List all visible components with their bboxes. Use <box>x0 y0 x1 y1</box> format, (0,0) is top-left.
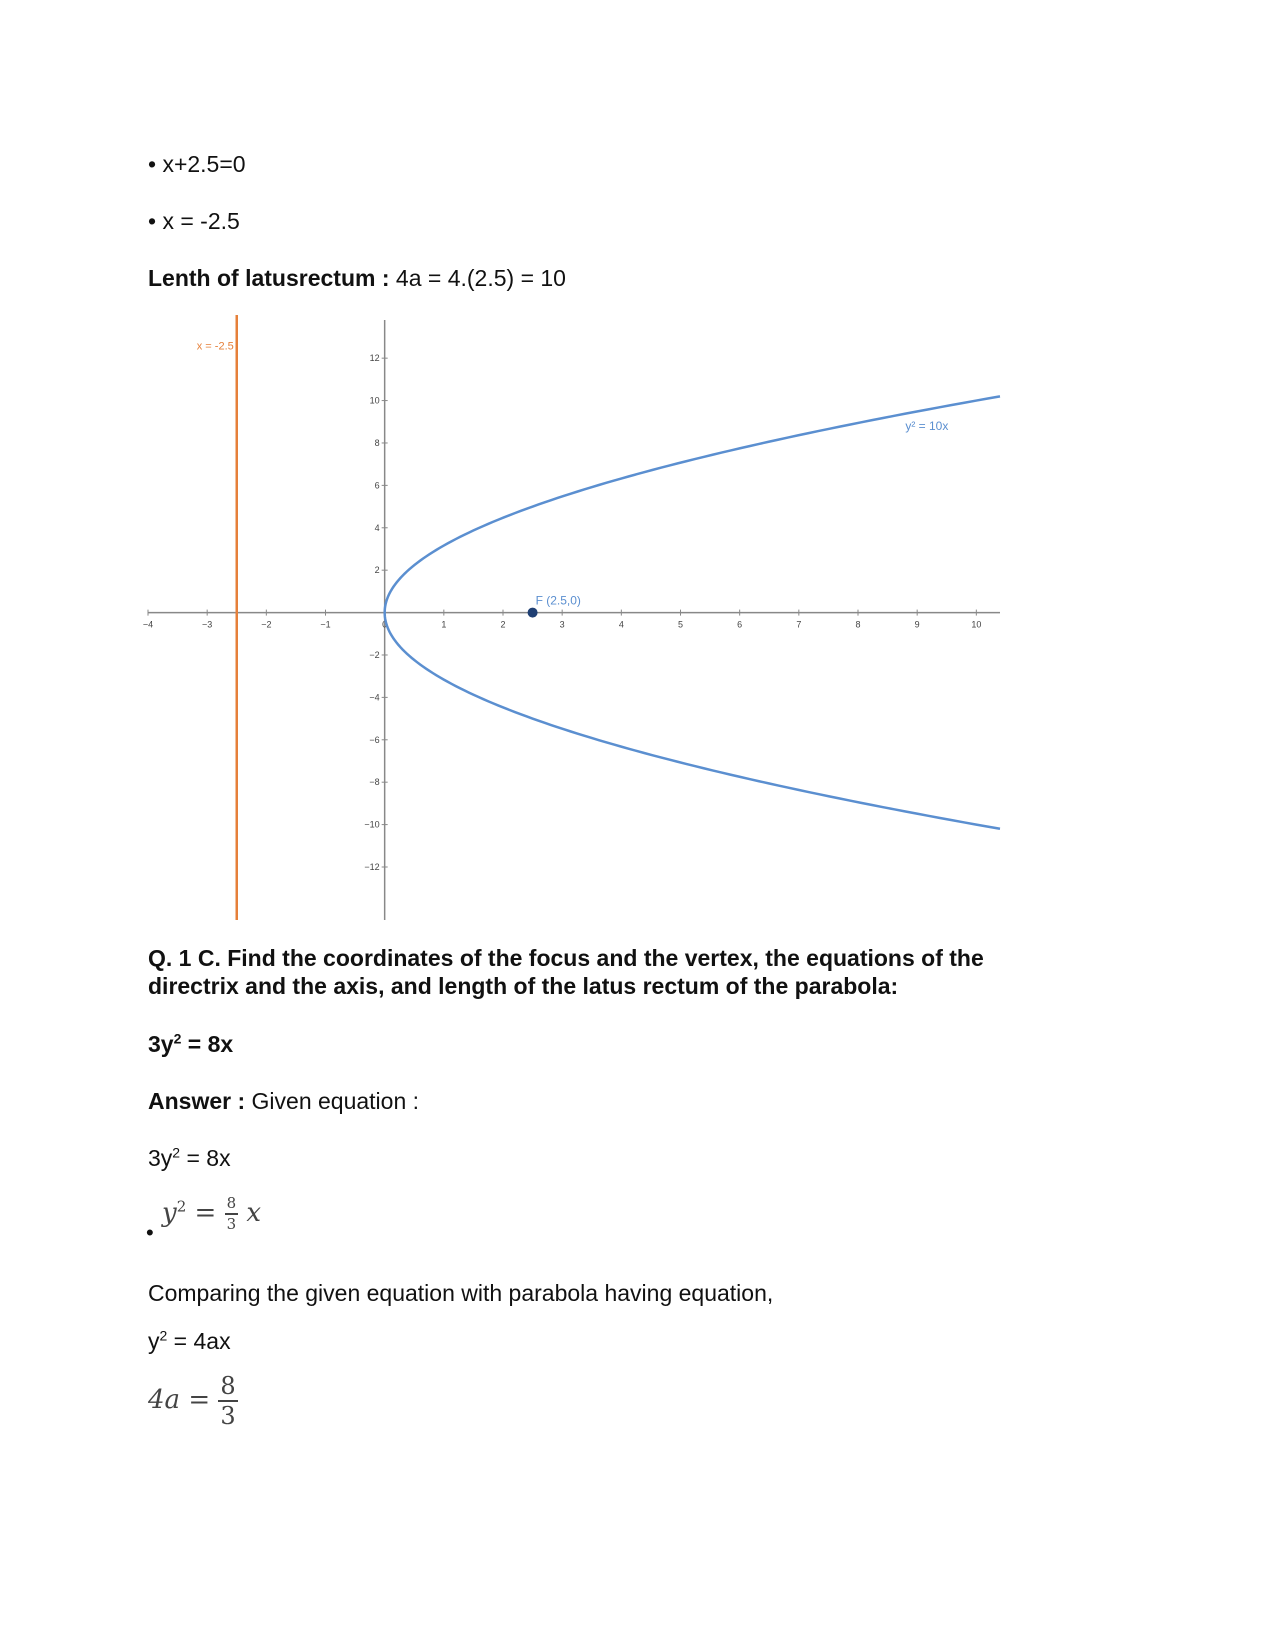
y-tick-label: 12 <box>369 353 380 364</box>
y-tick-label: −2 <box>369 649 380 660</box>
x-tick-label: 6 <box>737 619 743 630</box>
question-eq-exp: 2 <box>173 1030 182 1047</box>
equation-image-1 <box>162 1196 261 1232</box>
y-tick-label: 4 <box>374 522 380 533</box>
y-tick-label: −6 <box>369 734 380 745</box>
x-tick-label: 3 <box>559 619 565 630</box>
parabola-label: y² = 10x <box>905 419 949 434</box>
comparing-line: Comparing the given equation with parabola having equation, <box>148 1280 774 1306</box>
x-tick-label: −4 <box>142 619 154 630</box>
eq2-numerator: 8 <box>220 1372 236 1400</box>
y-tick-label: −12 <box>364 861 380 872</box>
x-tick-label: 0 <box>382 619 388 630</box>
eq1-numerator: 8 <box>225 1196 239 1215</box>
eq1-equals: = <box>194 1198 217 1228</box>
eq1-fraction <box>225 1196 239 1232</box>
y-tick-label: −4 <box>369 692 380 703</box>
x-tick-label: 2 <box>500 619 506 630</box>
eq2-fraction <box>218 1374 237 1428</box>
std-eq-exp: 2 <box>159 1327 168 1344</box>
std-eq-lhs: y <box>148 1328 160 1354</box>
equation-image-2 <box>148 1374 238 1428</box>
x-tick-label: 8 <box>855 619 861 630</box>
given-eq-exp: 2 <box>172 1144 181 1161</box>
y-tick-label: 6 <box>374 480 380 491</box>
x-tick-label: 4 <box>618 619 624 630</box>
y-tick-label: −10 <box>364 819 380 830</box>
latus-rectum-label: Lenth of latusrectum : <box>148 265 390 291</box>
step-line-1: • x+2.5=0 <box>148 151 246 177</box>
answer-line <box>148 1087 419 1115</box>
x-tick-label: 5 <box>677 619 684 630</box>
y-tick-label: −8 <box>369 777 380 788</box>
x-tick-label: 1 <box>441 619 447 630</box>
question-line-1: Q. 1 C. Find the coordinates of the focus and the vertex, the equations of the <box>148 945 984 971</box>
answer-text: Given equation : <box>245 1088 420 1114</box>
given-eq-rhs: = 8x <box>180 1145 231 1171</box>
x-tick-label: 7 <box>796 619 802 630</box>
eq1-lhs: y <box>162 1198 177 1228</box>
y-tick-label: 2 <box>374 565 380 576</box>
y-tick-label: 10 <box>369 395 380 406</box>
x-tick-label: 10 <box>971 619 982 630</box>
std-eq-rhs: = 4ax <box>167 1328 231 1354</box>
eq2-denominator: 3 <box>220 1402 236 1430</box>
given-eq-coef: 3y <box>148 1145 173 1171</box>
x-tick-label: −3 <box>202 619 213 630</box>
eq1-var: x <box>246 1198 262 1228</box>
question-equation <box>148 1030 233 1058</box>
x-tick-label: −2 <box>261 619 272 630</box>
focus-label: F (2.5,0) <box>535 593 581 608</box>
parabola-graph <box>142 320 1000 920</box>
question-eq-coef: 3y <box>148 1031 174 1057</box>
eq1-denominator: 3 <box>226 1215 237 1233</box>
answer-label: Answer : <box>148 1088 246 1114</box>
axes <box>148 320 1000 920</box>
eq2-lhs: 4a <box>148 1385 181 1415</box>
bullet: • <box>146 1220 154 1245</box>
standard-equation <box>148 1327 231 1355</box>
latus-rectum-value: 4a = 4.(2.5) = 10 <box>389 265 566 291</box>
y-tick-label: 8 <box>374 437 380 448</box>
question-line-2: directrix and the axis, and length of the latus rectum of the parabola: <box>148 973 899 999</box>
eq2-equals: = <box>188 1385 211 1415</box>
eq1-exp: 2 <box>176 1197 187 1216</box>
question-eq-rhs: = 8x <box>181 1031 234 1057</box>
step-line-2: • x = -2.5 <box>148 208 240 234</box>
latus-rectum-line <box>148 264 566 292</box>
x-tick-label: −1 <box>320 619 331 630</box>
given-equation <box>148 1144 231 1172</box>
x-tick-label: 9 <box>914 619 920 630</box>
focus-point <box>528 608 538 618</box>
directrix-label: x = -2.5 <box>196 340 234 353</box>
